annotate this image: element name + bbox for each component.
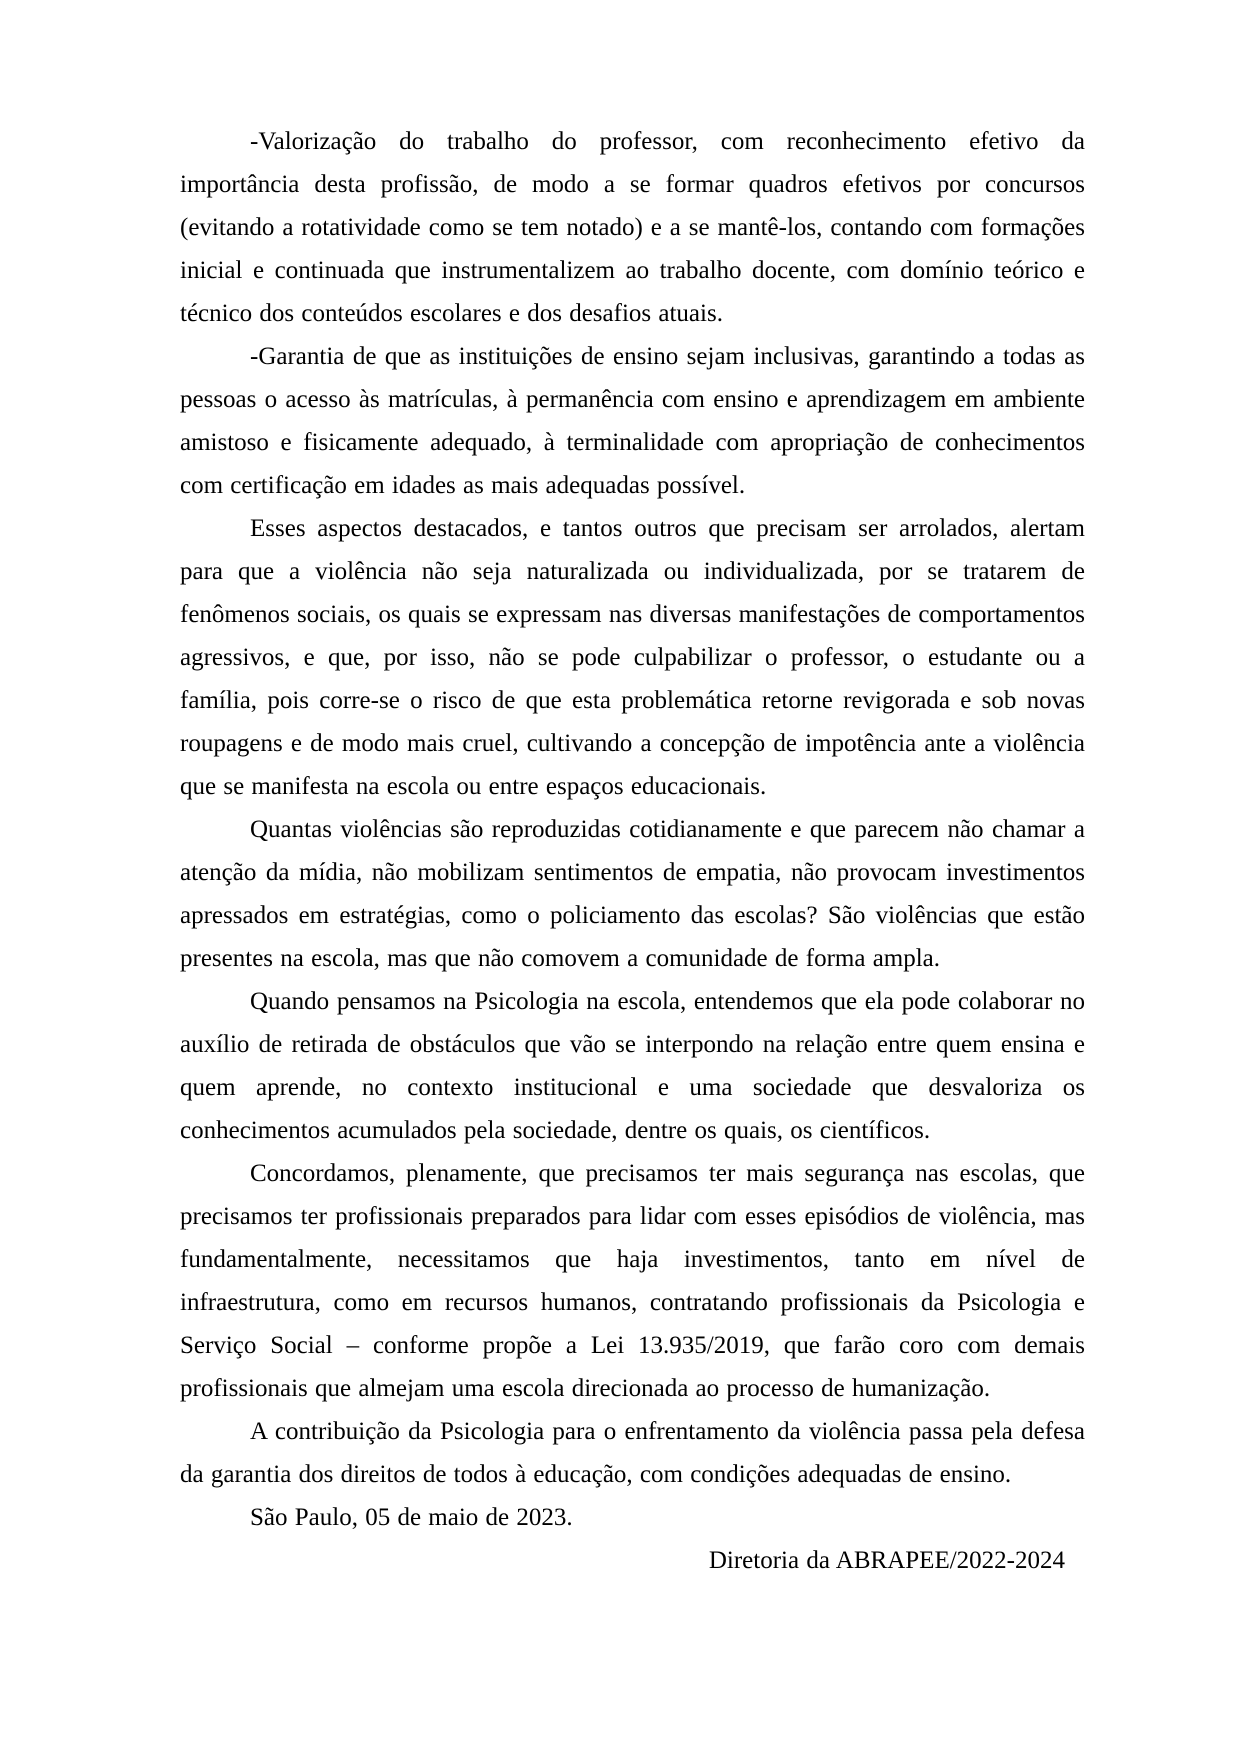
- date-line: São Paulo, 05 de maio de 2023.: [250, 1504, 573, 1531]
- body-paragraph: Concordamos, plenamente, que precisamos ter mais segurança nas escolas, que precisamos ter profissionais preparados para lidar com esses episódios de violência, mas fundamentalmente, necessitamos que haja investimentos, tanto em nível de infraestrutura, como em recursos humanos, contratando profissionais da Psicologia e Serviço Social – conforme propõe a Lei 13.935/2019, que farão coro com demais profissionais que almejam uma escola direcionada ao processo de humanização.: [180, 1160, 1085, 1402]
- body-paragraph: -Garantia de que as instituições de ensino sejam inclusivas, garantindo a todas as pessoas o acesso às matrículas, à permanência com ensino e aprendizagem em ambiente amistoso e fisicamente adequado, à terminalidade com apropriação de conhecimentos com certificação em idades as mais adequadas possível.: [180, 343, 1085, 499]
- body-paragraph: Esses aspectos destacados, e tantos outros que precisam ser arrolados, alertam para que a violência não seja naturalizada ou individualizada, por se tratarem de fenômenos sociais, os quais se expressam nas diversas manifestações de comportamentos agressivos, e que, por isso, não se pode culpabilizar o professor, o estudante ou a família, pois corre-se o risco de que esta problemática retorne revigorada e sob novas roupagens e de modo mais cruel, cultivando a concepção de impotência ante a violência que se manifesta na escola ou entre espaços educacionais.: [180, 515, 1085, 800]
- body-paragraph: A contribuição da Psicologia para o enfrentamento da violência passa pela defesa da garantia dos direitos de todos à educação, com condições adequadas de ensino.: [180, 1418, 1085, 1488]
- body-paragraph: Quantas violências são reproduzidas cotidianamente e que parecem não chamar a atenção da mídia, não mobilizam sentimentos de empatia, não provocam investimentos apressados em estratégias, como o policiamento das escolas? São violências que estão presentes na escola, mas que não comovem a comunidade de forma ampla.: [180, 816, 1085, 972]
- body-paragraph: Quando pensamos na Psicologia na escola, entendemos que ela pode colaborar no auxílio de retirada de obstáculos que vão se interpondo na relação entre quem ensina e quem aprende, no contexto institucional e uma sociedade que desvaloriza os conhecimentos acumulados pela sociedade, dentre os quais, os científicos.: [180, 988, 1085, 1144]
- signature-line: Diretoria da ABRAPEE/2022-2024: [708, 1547, 1065, 1574]
- body-paragraph: -Valorização do trabalho do professor, com reconhecimento efetivo da importância desta profissão, de modo a se formar quadros efetivos por concursos (evitando a rotatividade como se tem notado) e a se mantê-los, contando com formações inicial e continuada que instrumentalizem ao trabalho docente, com domínio teórico e técnico dos conteúdos escolares e dos desafios atuais.: [180, 128, 1085, 327]
